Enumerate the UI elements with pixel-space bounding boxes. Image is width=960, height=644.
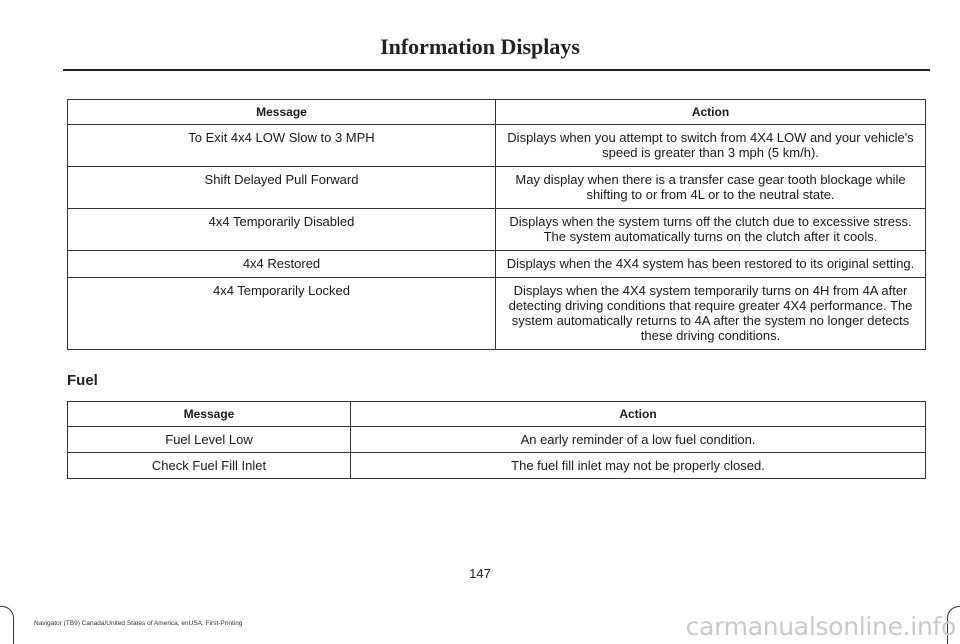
table-row <box>68 209 926 251</box>
section-heading-fuel: Fuel <box>67 372 98 389</box>
message-cell: 4x4 Temporarily Locked <box>68 278 496 350</box>
table-row <box>68 278 926 350</box>
message-cell: To Exit 4x4 LOW Slow to 3 MPH <box>68 125 496 167</box>
table-row <box>68 167 926 209</box>
message-cell: Fuel Level Low <box>68 427 351 453</box>
action-cell: The fuel fill inlet may not be properly closed. <box>351 453 926 479</box>
page-title: Information Displays <box>380 34 580 59</box>
table-header-row <box>68 100 926 125</box>
table-row <box>68 251 926 278</box>
action-cell: Displays when you attempt to switch from 4X4 LOW and your vehicle's speed is greater than 3 mph (5 km/h). <box>496 125 926 167</box>
column-header-action: Action <box>351 402 926 427</box>
message-cell: 4x4 Temporarily Disabled <box>68 209 496 251</box>
table-row <box>68 427 926 453</box>
column-header-message: Message <box>68 402 351 427</box>
action-cell: May display when there is a transfer case gear tooth blockage while shifting to or from 4L or to the neutral state. <box>496 167 926 209</box>
action-cell: Displays when the system turns off the clutch due to excessive stress. The system automatically turns on the clutch after it cools. <box>496 209 926 251</box>
table-header-row <box>68 402 926 427</box>
watermark: carmanualsonline.info <box>685 612 956 641</box>
table-row <box>68 453 926 479</box>
message-table-4x4 <box>67 99 926 350</box>
message-cell: Check Fuel Fill Inlet <box>68 453 351 479</box>
action-cell: Displays when the 4X4 system has been restored to its original setting. <box>496 251 926 278</box>
column-header-action: Action <box>496 100 926 125</box>
page-corner-mark <box>0 606 14 644</box>
header-divider <box>63 69 930 71</box>
table-row <box>68 125 926 167</box>
action-cell: Displays when the 4X4 system temporarily turns on 4H from 4A after detecting driving conditions that require greater 4X4 performance. The system automatically returns to 4A after the system no longer detects these driving conditions. <box>496 278 926 350</box>
message-table-fuel <box>67 401 926 479</box>
message-cell: 4x4 Restored <box>68 251 496 278</box>
edition-footer: Navigator (TB9) Canada/United States of America, enUSA, First-Printing <box>34 620 243 627</box>
message-cell: Shift Delayed Pull Forward <box>68 167 496 209</box>
column-header-message: Message <box>68 100 496 125</box>
action-cell: An early reminder of a low fuel condition. <box>351 427 926 453</box>
page-number: 147 <box>469 566 491 581</box>
